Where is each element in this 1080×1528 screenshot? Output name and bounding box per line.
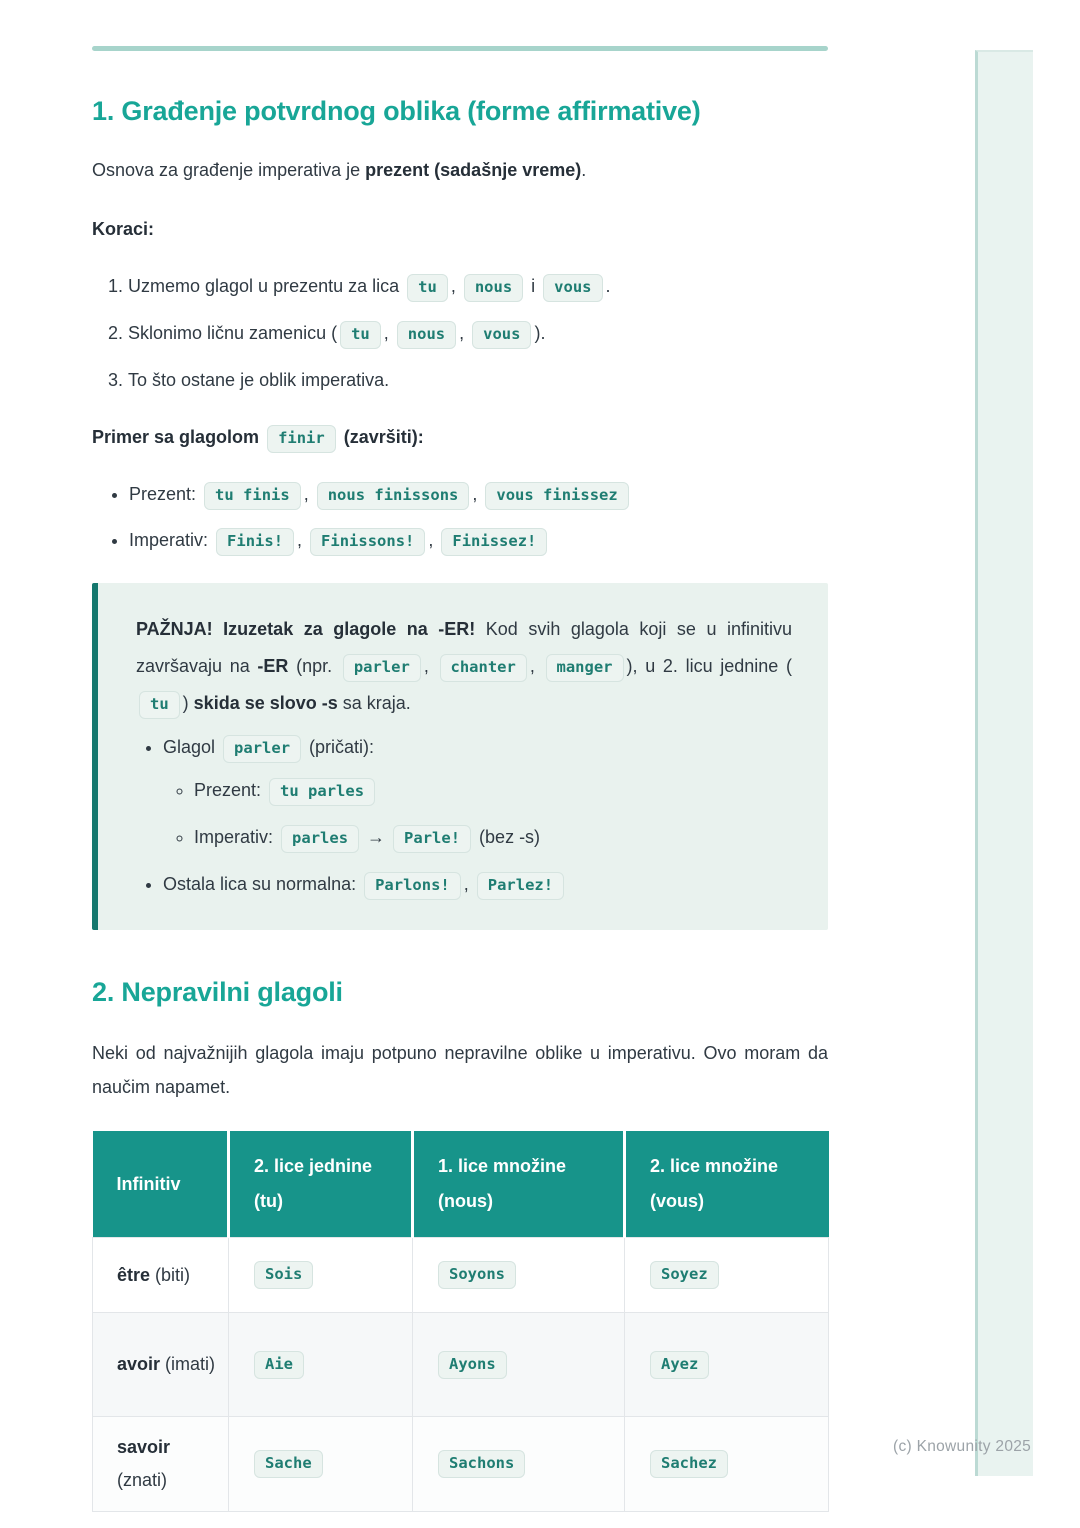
intro-paragraph: Osnova za građenje imperativa je prezent (sadašnje vreme). (92, 160, 587, 180)
table-header (93, 1131, 829, 1238)
bold-text: prezent (sadašnje vreme) (365, 160, 582, 180)
code-chip: Finissons! (310, 528, 425, 556)
verb-name: savoir (117, 1437, 171, 1457)
steps-label: Koraci: (92, 219, 155, 239)
bold-text: Primer sa glagolom (92, 427, 265, 447)
form-cell (229, 1417, 413, 1512)
page-side-panel (975, 50, 1033, 1476)
code-chip: Sachons (438, 1450, 525, 1478)
section2-paragraph: Neki od najvažnijih glagola imaju potpuno nepravilne oblike u imperativu. Ovo moram da naučim napamet. (92, 1043, 828, 1097)
code-chip: tu finis (204, 482, 301, 510)
code-chip: parler (223, 735, 301, 763)
step-item: 3. To što ostane je oblik imperativa. (128, 365, 828, 395)
steps-list (92, 271, 828, 395)
example-list (92, 479, 828, 556)
warning-callout (92, 583, 828, 930)
code-chip: tu parles (269, 778, 375, 806)
form-cell (229, 1238, 413, 1313)
code-chip: Soyez (650, 1261, 719, 1289)
verb-name: être (117, 1264, 151, 1285)
code-chip: manger (546, 654, 624, 682)
callout-paragraph: PAŽNJA! Izuzetak za glagole na -ER! Kod svih glagola koji se u infinitivu završavaju na -ER (npr. parler , chanter , manger ), u 2. licu jednine (tu ) skida se slovo -s sa kraja. (136, 611, 792, 722)
top-divider (92, 46, 828, 51)
table-header-row (93, 1131, 829, 1238)
infinitive-cell (93, 1313, 229, 1417)
header-vous: 2. lice množine (vous) (625, 1131, 829, 1238)
code-chip: Sois (254, 1261, 313, 1289)
code-chip: chanter (440, 654, 527, 682)
code-chip: parles (281, 825, 359, 853)
code-chip: Finis! (216, 528, 294, 556)
callout-subitem-imperativ: ◦ Imperativ: parles → Parle! (bez -s) (194, 822, 792, 853)
watermark-text: (c) Knowunity 2025 (893, 1438, 1032, 1455)
code-chip: tu (407, 274, 448, 302)
infinitive-cell (93, 1238, 229, 1313)
form-cell (413, 1417, 625, 1512)
content-column (92, 0, 828, 1512)
code-chip: tu (340, 321, 381, 349)
example-item-imperativ: • Imperativ: Finis! , Finissons! , Finissez! (129, 525, 828, 556)
code-chip: Sache (254, 1450, 323, 1478)
callout-sublist (163, 775, 792, 853)
bold-text: -ER (257, 656, 289, 676)
callout-item-parler-text: Glagol parler (pričati): (163, 737, 374, 757)
code-chip: nous (464, 274, 523, 302)
code-chip: vous finissez (485, 482, 628, 510)
irregular-verbs-table (92, 1131, 829, 1512)
form-cell (625, 1313, 829, 1417)
header-tu: 2. lice jednine (tu) (229, 1131, 413, 1238)
callout-item-ostala: • Ostala lica su normalna: Parlons! , Parlez! (163, 869, 792, 900)
step-item: 2. Sklonimo ličnu zamenicu ( tu , nous , vous ). (128, 318, 828, 349)
code-chip: Sachez (650, 1450, 728, 1478)
form-cell (625, 1238, 829, 1313)
code-chip: Parlons! (364, 872, 461, 900)
infinitive-cell (93, 1417, 229, 1512)
code-chip: vous (543, 274, 602, 302)
code-chip: parler (343, 654, 421, 682)
verb-translation: (imati) (165, 1354, 216, 1374)
form-cell (625, 1417, 829, 1512)
callout-subitem-prezent: ◦ Prezent: tu parles (194, 775, 792, 806)
header-infinitiv: Infinitiv (93, 1131, 229, 1238)
code-chip: vous (472, 321, 531, 349)
code-chip: nous finissons (317, 482, 470, 510)
form-cell (413, 1313, 625, 1417)
code-chip: Ayons (438, 1351, 507, 1379)
example-item-prezent: • Prezent: tu finis , nous finissons , vous finissez (129, 479, 828, 510)
table-row (93, 1313, 829, 1417)
example-heading (92, 422, 828, 453)
bold-text: PAŽNJA! Izuzetak za glagole na -ER! (136, 619, 476, 639)
code-chip: Ayez (650, 1351, 709, 1379)
table-row (93, 1417, 829, 1512)
code-chip: tu (139, 691, 180, 719)
callout-list (136, 732, 792, 900)
form-cell (229, 1313, 413, 1417)
verb-translation: (znati) (117, 1470, 168, 1490)
code-chip: Aie (254, 1351, 304, 1379)
step-item: 1. Uzmemo glagol u prezentu za lica tu , nous i vous . (128, 271, 828, 302)
form-cell (413, 1238, 625, 1313)
section2-title: 2. Nepravilni glagoli (92, 977, 343, 1007)
bold-text: skida se slovo -s (193, 693, 338, 713)
section1-title: 1. Građenje potvrdnog oblika (forme affirmative) (92, 96, 701, 126)
code-chip: Parle! (393, 825, 471, 853)
callout-item-parler (163, 732, 792, 853)
verb-translation: (biti) (155, 1264, 191, 1285)
header-nous: 1. lice množine (nous) (413, 1131, 625, 1238)
code-chip: nous (397, 321, 456, 349)
code-chip: Soyons (438, 1261, 516, 1289)
verb-name: avoir (117, 1354, 161, 1374)
table-row (93, 1238, 829, 1313)
code-chip: Finissez! (441, 528, 547, 556)
code-chip: finir (267, 425, 336, 453)
code-chip: Parlez! (477, 872, 564, 900)
bold-text: (završiti): (338, 427, 424, 447)
